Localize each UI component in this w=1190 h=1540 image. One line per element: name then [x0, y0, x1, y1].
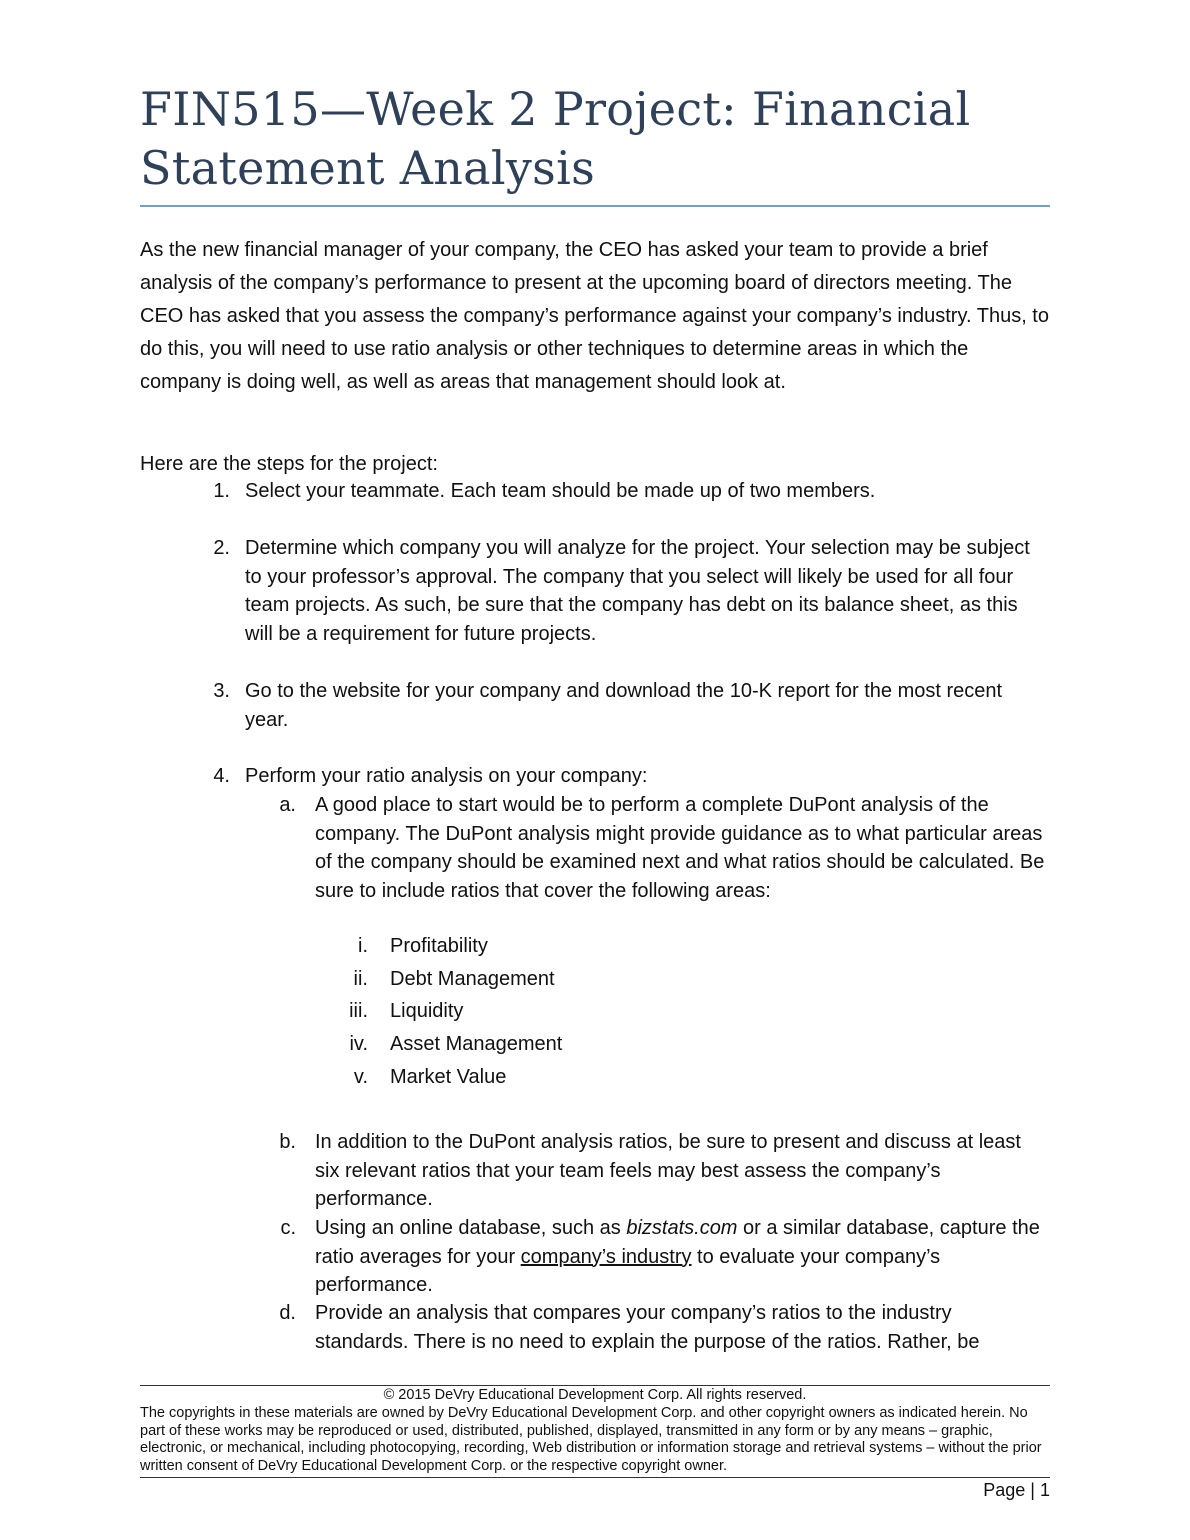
- step-text: Go to the website for your company and download the 10-K report for the most recent year.: [245, 680, 1003, 731]
- step-number: 1.: [213, 480, 230, 502]
- substep-text: A good place to start would be to perform a complete DuPont analysis of the company. The DuPont analysis might provide guidance as to what particular areas of the company should be examined next and what ratios should be calculated. Be sure to include ratios that cover the following areas:: [315, 794, 1045, 902]
- substep-letter: b.: [279, 1131, 296, 1153]
- document-title: FIN515—Week 2 Project: Financial Statement Analysis: [140, 82, 971, 195]
- industry-emphasis: company’s industry: [520, 1245, 692, 1268]
- step-number: 4.: [213, 765, 230, 787]
- area-label: Market Value: [390, 1066, 507, 1088]
- page-number: Page | 1: [983, 1480, 1050, 1500]
- area-numeral: v.: [353, 1066, 368, 1088]
- step-number: 3.: [213, 680, 230, 702]
- area-numeral: i.: [358, 935, 368, 957]
- substep-text: Using an online database, such as bizstats.com or a similar database, capture the ratio averages for your company’s industry to evaluate your company’s performance.: [315, 1217, 1040, 1297]
- substep-text: Provide an analysis that compares your company’s ratios to the industry standards. There is no need to explain the purpose of the ratios. Rather, be: [315, 1302, 980, 1353]
- step-text: Select your teammate. Each team should be made up of two members.: [245, 480, 876, 502]
- substep-letter: a.: [279, 794, 296, 816]
- title-divider: [140, 205, 1050, 207]
- substep-letter: d.: [279, 1302, 296, 1324]
- footer: [140, 1387, 1050, 1476]
- footer-divider: [140, 1477, 1050, 1478]
- substep-text: In addition to the DuPont analysis ratios, be sure to present and discuss at least six relevant ratios that your team feels may best assess the company’s performance.: [315, 1131, 1021, 1211]
- area-label: Profitability: [390, 935, 488, 957]
- step-text: Perform your ratio analysis on your company:: [245, 765, 648, 787]
- area-label: Asset Management: [390, 1033, 563, 1055]
- area-numeral: iii.: [349, 1000, 368, 1022]
- copyright-line: © 2015 DeVry Educational Development Corp. All rights reserved.: [383, 1387, 807, 1403]
- database-name: bizstats.com: [626, 1217, 738, 1239]
- copyright-notice: The copyrights in these materials are owned by DeVry Educational Development Corp. and other copyright owners as indicated herein. No part of these works may be reproduced or used, distributed, published, displayed, transmitted in any form or by any means – graphic, electronic, or mechanical, including photocopying, recording, Web distribution or information storage and retrieval systems – without the prior written consent of DeVry Educational Development Corp. or the respective copyright owner.: [140, 1404, 1042, 1475]
- area-label: Liquidity: [390, 1000, 464, 1022]
- substep-letter: c.: [280, 1217, 296, 1239]
- area-numeral: ii.: [353, 968, 368, 990]
- area-label: Debt Management: [390, 968, 555, 990]
- area-numeral: iv.: [349, 1033, 368, 1055]
- step-number: 2.: [213, 537, 230, 559]
- step-text: Determine which company you will analyze for the project. Your selection may be subject to your professor’s approval. The company that you select will likely be used for all four team projects. As such, be sure that the company has debt on its balance sheet, as this will be a requirement for future projects.: [245, 537, 1030, 645]
- intro-paragraph: As the new financial manager of your company, the CEO has asked your team to provide a brief analysis of the company’s performance to present at the upcoming board of directors meeting. The CEO has asked that you assess the company’s performance against your company’s industry. Thus, to do this, you will need to use ratio analysis or other techniques to determine areas in which the company is doing well, as well as areas that management should look at.: [140, 239, 1049, 393]
- steps-intro: Here are the steps for the project:: [140, 453, 438, 475]
- footer-divider: [140, 1385, 1050, 1386]
